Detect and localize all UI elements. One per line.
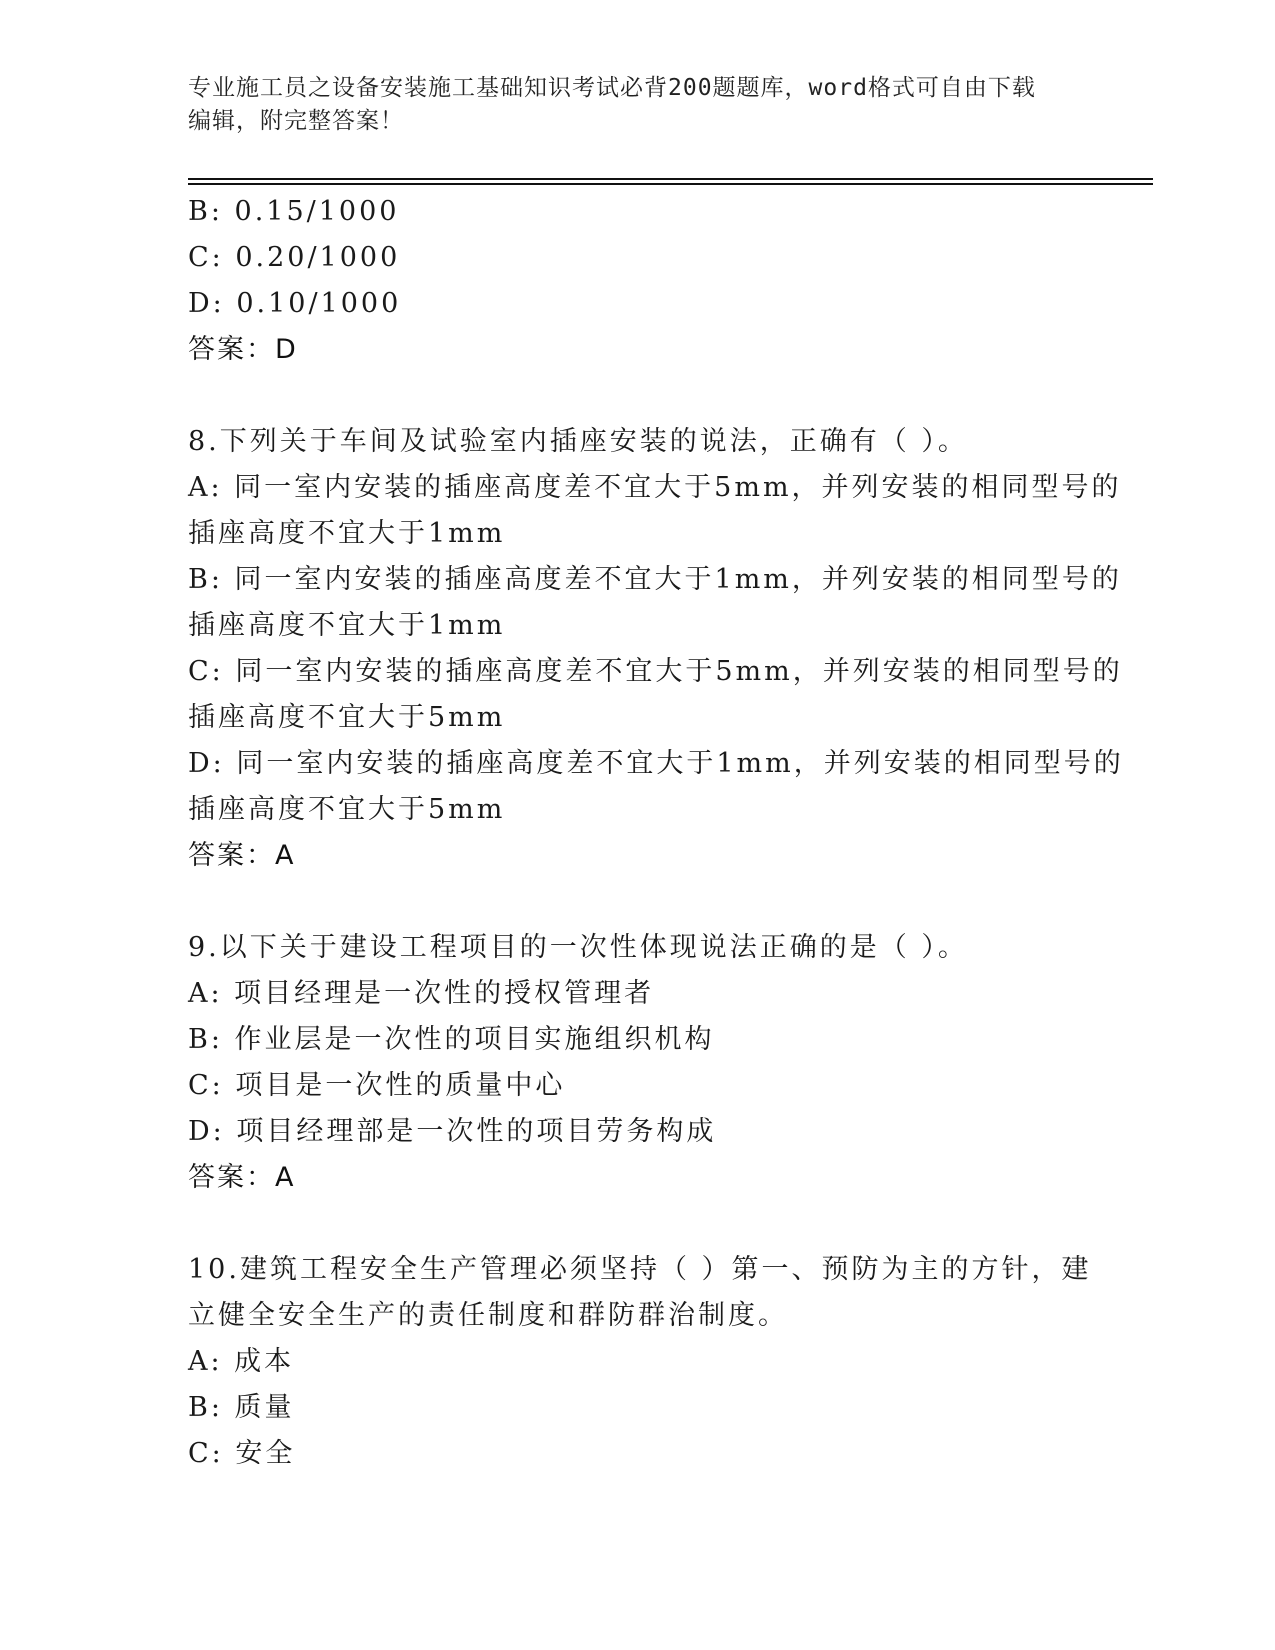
q7-option-d: D: 0.10/1000: [188, 288, 402, 319]
q8-option-a-line-2: 插座高度不宜大于1mm: [188, 518, 506, 549]
spacer: [188, 1201, 1088, 1247]
q10-option-a: A: 成本: [188, 1346, 295, 1377]
question-7-block: [188, 189, 1088, 373]
q10-option-b: B: 质量: [188, 1392, 295, 1423]
q8-option-c-line-1: C: 同一室内安装的插座高度差不宜大于5mm，并列安装的相同型号的: [188, 656, 1123, 687]
q9-answer: 答案：A: [188, 1162, 296, 1193]
header-title-line-2: 编辑，附完整答案！: [188, 108, 404, 134]
question-9-block: [188, 925, 1088, 1201]
q8-option-d-line-2: 插座高度不宜大于5mm: [188, 794, 506, 825]
q8-option-d-line-1: D: 同一室内安装的插座高度差不宜大于1mm，并列安装的相同型号的: [188, 748, 1124, 779]
q9-option-d: D: 项目经理部是一次性的项目劳务构成: [188, 1116, 717, 1147]
question-10-block: [188, 1247, 1092, 1477]
spacer: [188, 373, 1088, 419]
q8-answer: 答案：A: [188, 840, 296, 871]
q8-option-b-line-1: B: 同一室内安装的插座高度差不宜大于1mm，并列安装的相同型号的: [188, 564, 1122, 595]
q10-option-c: C: 安全: [188, 1438, 296, 1469]
q8-question: 8.下列关于车间及试验室内插座安装的说法，正确有（ ）。: [188, 426, 968, 457]
q7-answer: 答案：D: [188, 334, 298, 365]
q8-option-c-line-2: 插座高度不宜大于5mm: [188, 702, 506, 733]
q8-option-a-line-1: A: 同一室内安装的插座高度差不宜大于5mm，并列安装的相同型号的: [188, 472, 1122, 503]
spacer: [188, 879, 1088, 925]
header-divider-bottom: [188, 183, 1153, 185]
document-header: [188, 72, 1068, 138]
question-list: [188, 189, 1124, 1477]
header-title-line-1: 专业施工员之设备安装施工基础知识考试必背200题题库，word格式可自由下载: [188, 75, 1036, 101]
q7-option-c: C: 0.20/1000: [188, 242, 401, 273]
q9-question: 9.以下关于建设工程项目的一次性体现说法正确的是（ ）。: [188, 932, 968, 963]
q8-option-b-line-2: 插座高度不宜大于1mm: [188, 610, 506, 641]
q10-question-line-1: 10.建筑工程安全生产管理必须坚持（ ）第一、预防为主的方针，建: [188, 1254, 1092, 1285]
q9-option-c: C: 项目是一次性的质量中心: [188, 1070, 566, 1101]
q7-option-b: B: 0.15/1000: [188, 196, 400, 227]
header-divider-top: [188, 178, 1153, 180]
q9-option-b: B: 作业层是一次性的项目实施组织机构: [188, 1024, 715, 1055]
q9-option-a: A: 项目经理是一次性的授权管理者: [188, 978, 655, 1009]
q10-question-line-2: 立健全安全生产的责任制度和群防群治制度。: [188, 1300, 788, 1331]
question-8-block: [188, 419, 1124, 879]
